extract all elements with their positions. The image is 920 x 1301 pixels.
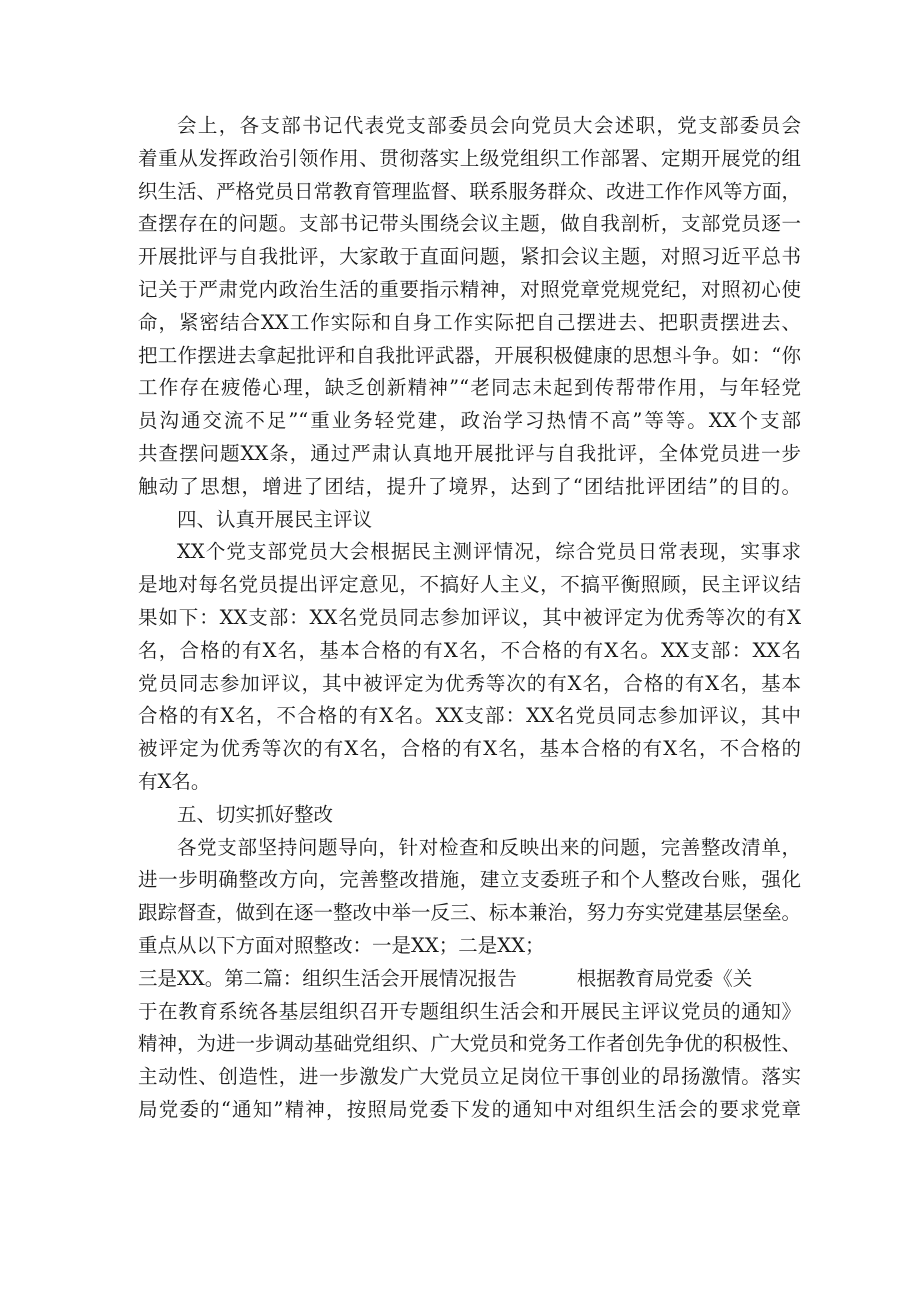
paragraph-line: 重点从以下方面对照整改：一是XX；二是XX； [138, 933, 545, 957]
paragraph-line: 跟踪督查，做到在逐一整改中举一反三、标本兼治，努力夯实党建基层堡垒。 [138, 901, 801, 925]
section-heading-5: 五、切实抓好整改 [177, 802, 334, 826]
paragraph-line: 记关于严肃党内政治生活的重要指示精神，对照党章党规党纪，对照初心使 [138, 277, 801, 301]
paragraph-line: XX个党支部党员大会根据民主测评情况，综合党员日常表现，实事求 [177, 540, 801, 564]
paragraph-line: 于在教育系统各基层组织召开专题组织生活会和开展民主评议党员的通知》 [138, 999, 801, 1023]
paragraph-line: 局党委的“通知”精神，按照局党委下发的通知中对组织生活会的要求党章 [138, 1097, 801, 1121]
paragraph-line: 有X名。 [138, 769, 211, 793]
paragraph-line: 各党支部坚持问题导向，针对检查和反映出来的问题，完善整改清单， [177, 835, 801, 859]
paragraph-line: 织生活、严格党员日常教育管理监督、联系服务群众、改进工作作风等方面， [138, 179, 801, 203]
paragraph-line: 命，紧密结合XX工作实际和自身工作实际把自己摆进去、把职责摆进去、 [138, 310, 801, 334]
paragraph-line: 查摆存在的问题。支部书记带头围绕会议主题，做自我剖析，支部党员逐一 [138, 212, 801, 236]
paragraph-line: 工作存在疲倦心理，缺乏创新精神”“老同志未起到传帮带作用，与年轻党 [138, 376, 801, 400]
paragraph-line-left: 三是XX。第二篇：组织生活会开展情况报告 [138, 966, 517, 990]
document-body [138, 110, 801, 1127]
paragraph-line: 被评定为优秀等次的有X名，合格的有X名，基本合格的有X名，不合格的 [138, 737, 801, 761]
paragraph-line: 是地对每名党员提出评定意见，不搞好人主义，不搞平衡照顾，民主评议结 [138, 573, 801, 597]
paragraph-line: 员沟通交流不足”“重业务轻党建，政治学习热情不高”等等。XX个支部 [138, 409, 801, 433]
paragraph-line-right: 根据教育局党委《关 [576, 966, 753, 990]
paragraph-line: 触动了思想，增进了团结，提升了境界，达到了“团结批评团结”的目的。 [138, 474, 801, 498]
paragraph-line: 果如下：XX支部：XX名党员同志参加评议，其中被评定为优秀等次的有X [138, 605, 801, 629]
paragraph-line-split [138, 963, 801, 996]
paragraph-line: 精神，为进一步调动基础党组织、广大党员和党务工作者创先争优的积极性、 [138, 1032, 801, 1056]
paragraph-line: 合格的有X名，不合格的有X名。XX支部：XX名党员同志参加评议，其中 [138, 704, 801, 728]
paragraph-line: 主动性、创造性，进一步激发广大党员立足岗位干事创业的昂扬激情。落实 [138, 1065, 801, 1089]
paragraph-line: 着重从发挥政治引领作用、贯彻落实上级党组织工作部署、定期开展党的组 [138, 146, 801, 170]
paragraph-line: 共查摆问题XX条，通过严肃认真地开展批评与自我批评，全体党员进一步 [138, 441, 801, 465]
paragraph-line: 会上，各支部书记代表党支部委员会向党员大会述职，党支部委员会 [177, 114, 801, 137]
paragraph-line: 进一步明确整改方向，完善整改措施，建立支委班子和个人整改台账，强化 [138, 868, 801, 892]
paragraph-line: 开展批评与自我批评，大家敢于直面问题，紧扣会议主题，对照习近平总书 [138, 245, 801, 269]
paragraph-line: 名，合格的有X名，基本合格的有X名，不合格的有X名。XX支部：XX名 [138, 638, 801, 662]
paragraph-line: 党员同志参加评议，其中被评定为优秀等次的有X名，合格的有X名，基本 [138, 671, 801, 695]
section-heading-4: 四、认真开展民主评议 [177, 507, 373, 531]
paragraph-line: 把工作摆进去拿起批评和自我批评武器，开展积极健康的思想斗争。如：“你 [138, 343, 801, 367]
